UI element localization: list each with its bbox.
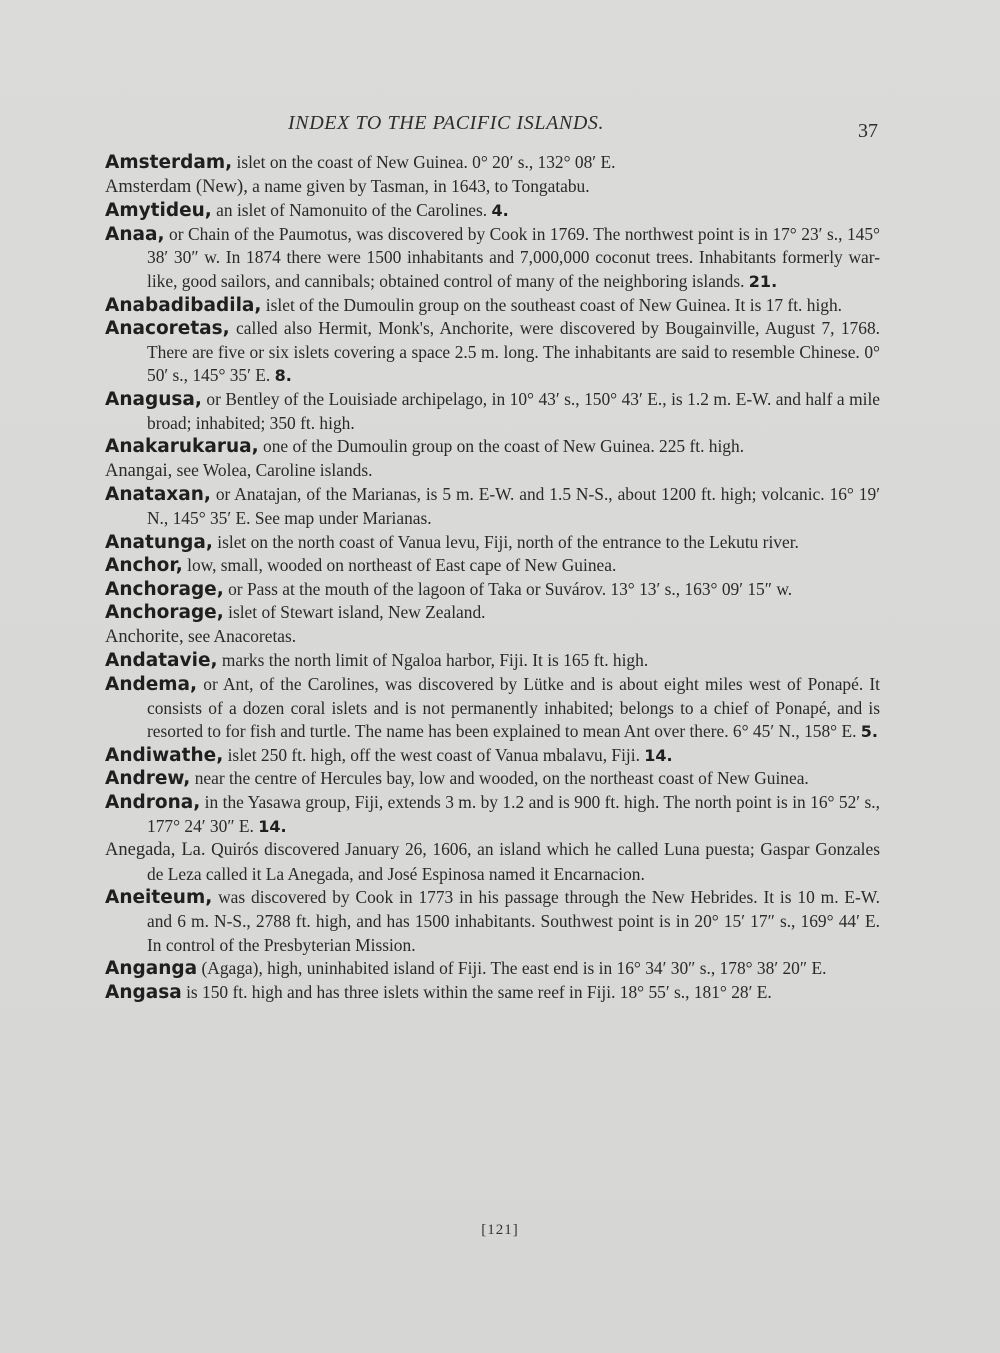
entry-text: see Wolea, Caroline islands. bbox=[172, 459, 373, 480]
entry-text: islet 250 ft. high, off the west coast of Vanua mbalavu, Fiji. bbox=[223, 744, 645, 765]
index-entry bbox=[105, 175, 880, 200]
entry-map-ref: 14. bbox=[258, 816, 287, 836]
entry-headword: Anchor, bbox=[105, 555, 183, 577]
entry-headword: Andema, bbox=[105, 674, 198, 696]
entry-headword: Amsterdam, bbox=[105, 152, 233, 173]
index-entry bbox=[105, 957, 880, 981]
index-entry bbox=[105, 791, 880, 838]
running-title: INDEX TO THE PACIFIC ISLANDS. bbox=[288, 112, 605, 134]
entry-headword: Amytideu, bbox=[105, 200, 212, 222]
entry-map-ref: 4. bbox=[491, 201, 509, 221]
entry-text: is 150 ft. high and has three islets within the same reef in Fiji. 18° 55′ s., 181° 28′ E. bbox=[181, 981, 772, 1002]
folio: [121] bbox=[481, 1222, 519, 1238]
entry-headword: Aneiteum, bbox=[105, 887, 213, 909]
index-entry bbox=[105, 459, 880, 484]
entry-text: in the Yasawa group, Fiji, extends 3 m. by 1.2 and is 900 ft. high. The north point is in 16° 52′ s., 177° 24′ 30″ E. bbox=[147, 792, 880, 836]
index-entry bbox=[105, 767, 880, 791]
entry-text: or Chain of the Paumotus, was discovered by Cook in 1769. The northwest point is in 17° 23′ s., 145° 38′ 30″ w. In 1874 there were 1500 inhabitants and 7,000,000 coconut trees. Inhabitants formerly war-like, good sailors, and cannibals; obtained control of many of the neighboring islands. bbox=[147, 223, 880, 291]
entry-text: near the centre of Hercules bay, low and wooded, on the northeast coast of New Guinea. bbox=[190, 768, 809, 789]
entry-text: islet on the north coast of Vanua levu, Fiji, north of the entrance to the Lekutu river. bbox=[212, 531, 799, 552]
entry-headword: Andiwathe, bbox=[105, 744, 224, 766]
entry-headword: Anganga bbox=[105, 958, 198, 980]
entry-headword: Anchorite, bbox=[105, 626, 184, 647]
index-entry bbox=[105, 199, 880, 223]
index-entry bbox=[105, 838, 880, 886]
index-entry bbox=[105, 649, 880, 673]
index-entry bbox=[105, 317, 880, 388]
entry-text: islet of Stewart island, New Zealand. bbox=[223, 602, 486, 623]
index-entry bbox=[105, 744, 880, 768]
index-entry bbox=[105, 388, 880, 435]
entry-text: one of the Dumoulin group on the coast of New Guinea. 225 ft. high. bbox=[258, 436, 745, 457]
entry-map-ref: 5. bbox=[860, 722, 878, 742]
entry-text: islet on the coast of New Guinea. 0° 20′ s., 132° 08′ E. bbox=[232, 152, 616, 172]
entry-text: Quirós discovered January 26, 1606, an island which he called Luna puesta; Gaspar Gonzales de Leza called it La Anegada, and José Espinosa named it Encarnacion. bbox=[147, 839, 880, 884]
entry-text: an islet of Namonuito of the Carolines. bbox=[211, 200, 492, 221]
page-number: 37 bbox=[858, 120, 878, 142]
index-entries bbox=[105, 151, 880, 1004]
entry-map-ref: 21. bbox=[748, 271, 778, 291]
entry-text: islet of the Dumoulin group on the southeast coast of New Guinea. It is 17 ft. high. bbox=[261, 294, 843, 315]
entry-headword: Angasa bbox=[105, 981, 182, 1003]
entry-text: or Anatajan, of the Marianas, is 5 m. E-W. and 1.5 N-S., about 1200 ft. high; volcanic. 16° 19′ N., 145° 35′ E. See map under Marianas. bbox=[147, 484, 880, 528]
entry-text: or Pass at the mouth of the lagoon of Taka or Suvárov. 13° 13′ s., 163° 09′ 15″ w. bbox=[223, 578, 793, 599]
entry-text: a name given by Tasman, in 1643, to Tongatabu. bbox=[247, 175, 590, 196]
entry-text: called also Hermit, Monk's, Anchorite, were discovered by Bougainville, August 7, 1768. There are five or six islets covering a space 2.5 m. long. The inhabitants are said to resemble Chinese. 0° 50′ s., 145° 35′ E. bbox=[147, 318, 880, 386]
index-entry bbox=[105, 981, 880, 1005]
entry-headword: Andrew, bbox=[105, 768, 191, 790]
index-entry bbox=[105, 578, 880, 602]
entry-headword: Anabadibadila, bbox=[105, 294, 262, 316]
entry-headword: Anegada, La. bbox=[105, 840, 206, 861]
entry-headword: Androna, bbox=[105, 792, 201, 814]
entry-text: or Bentley of the Louisiade archipelago, in 10° 43′ s., 150° 43′ E., is 1.2 m. E-W. and half a mile broad; inhabited; 350 ft. high. bbox=[147, 388, 880, 433]
entry-headword: Anakarukarua, bbox=[105, 436, 259, 458]
running-head bbox=[0, 112, 1000, 142]
entry-text: see Anacoretas. bbox=[183, 625, 297, 646]
entry-headword: Anangai, bbox=[105, 460, 173, 481]
entry-headword: Anataxan, bbox=[105, 484, 211, 506]
entry-headword: Anatunga, bbox=[105, 531, 213, 553]
index-entry bbox=[105, 625, 880, 650]
entry-headword: Anacoretas, bbox=[105, 318, 230, 340]
index-entry bbox=[105, 886, 880, 957]
index-entry bbox=[105, 554, 880, 578]
index-entry bbox=[105, 294, 880, 318]
entry-headword: Anaa, bbox=[105, 223, 165, 245]
entry-text: (Agaga), high, uninhabited island of Fiji. The east end is in 16° 34′ 30″ s., 178° 38′ 20″ E. bbox=[197, 958, 827, 979]
index-entry bbox=[105, 483, 880, 530]
entry-headword: Anagusa, bbox=[105, 388, 202, 410]
entry-text: marks the north limit of Ngaloa harbor, Fiji. It is 165 ft. high. bbox=[217, 650, 649, 671]
entry-headword: Anchorage, bbox=[105, 578, 224, 600]
entry-map-ref: 8. bbox=[274, 366, 292, 386]
index-entry bbox=[105, 673, 880, 744]
index-entry bbox=[105, 151, 880, 175]
entry-map-ref: 14. bbox=[644, 745, 673, 765]
entry-text: or Ant, of the Carolines, was discovered by Lütke and is about eight miles west of Ponapé. It consists of a dozen coral islets and is not permanently inhabited; belongs to a chief of Ponapé, and is resorted to for fish and turtle. The name has been explained to mean Ant over there. 6° 45′ N., 158° E. bbox=[147, 674, 880, 742]
index-entry bbox=[105, 435, 880, 459]
entry-text: low, small, wooded on northeast of East cape of New Guinea. bbox=[182, 555, 617, 576]
index-entry bbox=[105, 601, 880, 625]
entry-headword: Andatavie, bbox=[105, 650, 218, 672]
index-entry bbox=[105, 223, 880, 294]
entry-headword: Anchorage, bbox=[105, 602, 224, 624]
entry-headword: Amsterdam (New), bbox=[105, 176, 248, 197]
entry-text: was discovered by Cook in 1773 in his passage through the New Hebrides. It is 10 m. E-W. and 6 m. N-S., 2788 ft. high, and has 1500 inhabitants. Southwest point is in 20° 15′ 17″ s., 169° 44′ E. In control of the Presbyterian Mission. bbox=[147, 887, 880, 955]
index-entry bbox=[105, 531, 880, 555]
